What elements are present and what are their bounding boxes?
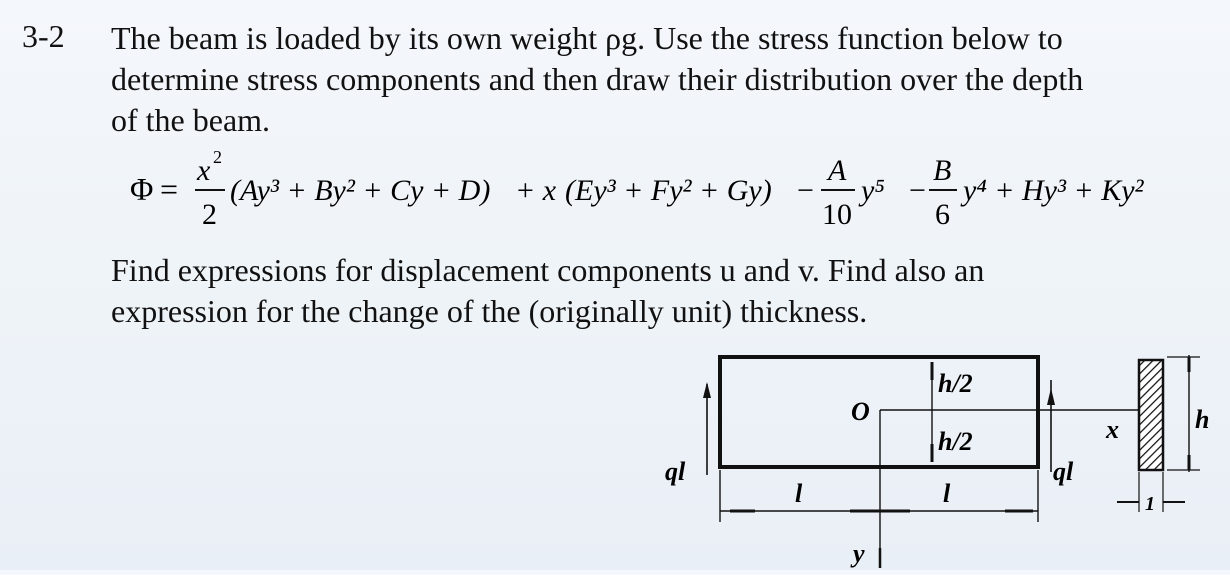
formula-minus-2: − — [909, 174, 926, 207]
label-h2-bottom: h/2 — [938, 427, 973, 456]
statement-line-1: The beam is loaded by its own weight ρg. Use the stress function below to — [111, 20, 1063, 56]
formula-term-2: y⁵ — [861, 174, 885, 207]
cross-section — [1139, 360, 1163, 470]
problem-statement — [111, 18, 1211, 141]
frac3-numerator: B — [933, 154, 952, 187]
label-origin: O — [851, 397, 870, 426]
formula-plus-x: + x — [515, 174, 557, 207]
followup-line-1: Find expressions for displacement components u and v. Find also an — [111, 252, 985, 288]
formula-lhs: Φ — [130, 171, 154, 207]
stress-function-formula — [125, 150, 1205, 240]
formula-minus-1: − — [797, 174, 814, 207]
formula-term-3: y⁴ + Hy³ + Ky² — [963, 174, 1144, 207]
frac1-numerator: x — [197, 154, 211, 187]
statement-line-2: determine stress components and then draw their distribution over the depth — [111, 61, 1084, 97]
label-thickness-one: 1 — [1145, 493, 1155, 515]
statement-line-3: of the beam. — [111, 102, 271, 138]
ql-left-arrowhead — [703, 382, 711, 398]
formula-group-1: (Ay³ + By² + Cy + D) — [230, 174, 491, 207]
formula-group-2: (Ey³ + Fy² + Gy) — [565, 174, 772, 207]
label-y: y — [853, 539, 865, 568]
beam-diagram — [655, 340, 1230, 570]
label-ql-right: ql — [1053, 457, 1074, 486]
frac1-numerator-exponent: 2 — [213, 150, 222, 167]
frac2-numerator: A — [828, 154, 847, 187]
label-h: h — [1195, 405, 1210, 434]
ql-right-arrowhead — [1047, 388, 1055, 405]
problem-followup — [111, 250, 1211, 332]
followup-line-2: expression for the change of the (originally unit) thickness. — [111, 293, 868, 329]
label-x: x — [1106, 415, 1119, 444]
label-ql-left: ql — [665, 457, 686, 486]
formula-equals: = — [160, 171, 179, 207]
label-l-left: l — [795, 479, 803, 508]
frac3-denominator: 6 — [935, 198, 950, 231]
label-l-right: l — [943, 479, 951, 508]
label-h2-top: h/2 — [938, 369, 973, 398]
frac2-denominator: 10 — [822, 198, 852, 231]
problem-number: 3-2 — [22, 18, 65, 54]
beam-outline — [720, 357, 1038, 467]
frac1-denominator: 2 — [202, 198, 217, 231]
